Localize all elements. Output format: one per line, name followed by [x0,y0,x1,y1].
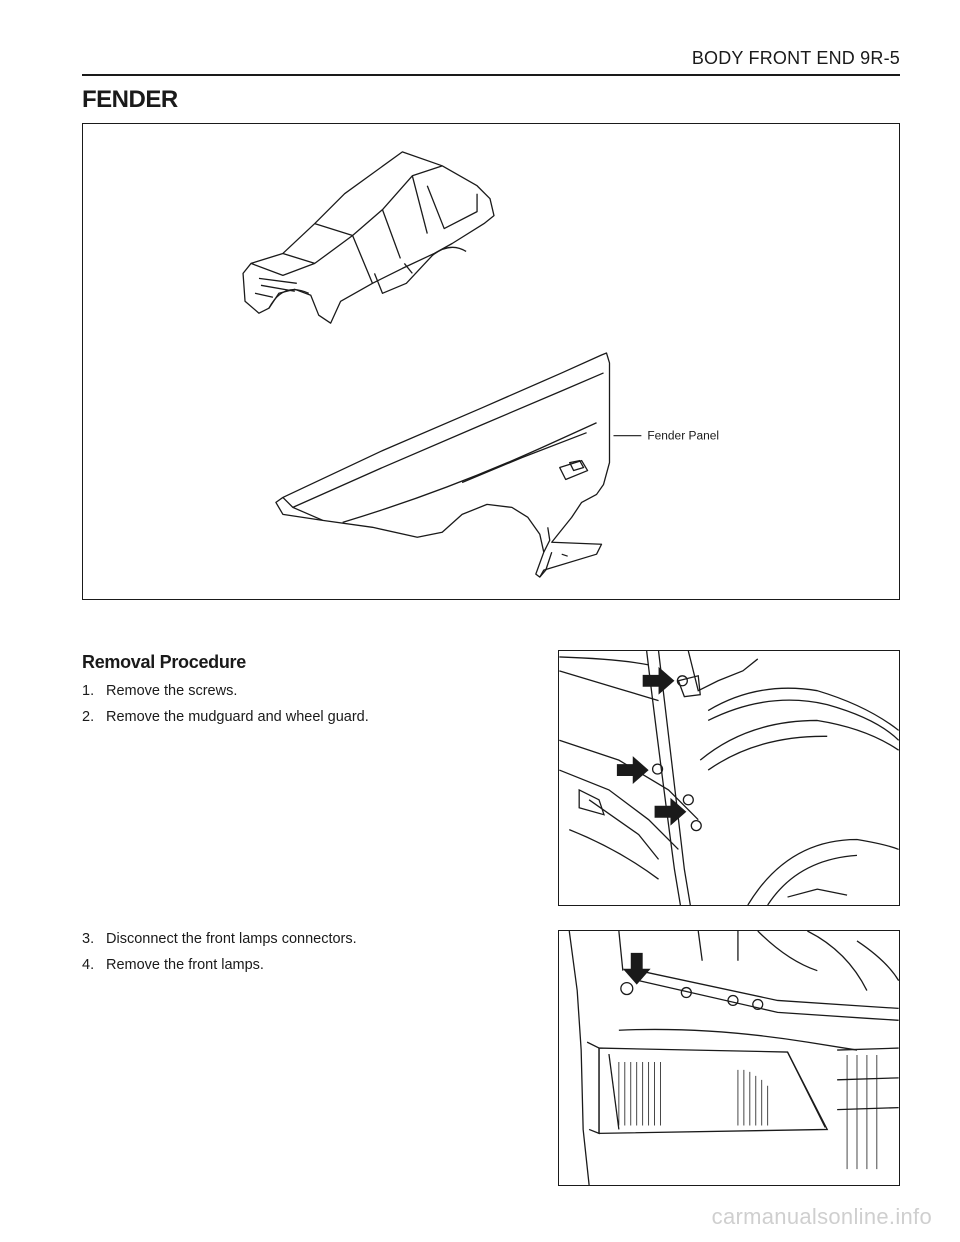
list-item: 4. Remove the front lamps. [82,957,264,973]
lamp-steps-list [82,926,357,978]
arrow-right-icon [617,756,649,784]
fender-figure [82,123,900,600]
list-item: 2. Remove the mudguard and wheel guard. [82,709,369,725]
fender-illustration [83,124,899,599]
removal-procedure-title: Removal Procedure [82,652,246,672]
front-lamps-figure [558,930,900,1186]
arrow-right-icon [643,667,675,695]
footer-watermark: carmanualsonline.info [711,1204,932,1229]
car-drawing [243,152,494,323]
fender-panel-label: Fender Panel [647,428,720,443]
fender-panel-drawing [276,353,610,577]
section-title: FENDER [82,86,178,113]
list-item: 1. Remove the screws. [82,683,238,699]
front-lamps-illustration [559,931,899,1185]
arrow-down-icon [623,953,651,985]
screws-figure [558,650,900,906]
removal-steps-list [82,678,369,730]
screws-illustration [559,651,899,905]
page-header [82,46,900,76]
header-title: BODY FRONT END 9R-5 [691,48,900,68]
arrow-right-icon [655,798,687,826]
list-item: 3. Disconnect the front lamps connectors. [82,931,357,947]
